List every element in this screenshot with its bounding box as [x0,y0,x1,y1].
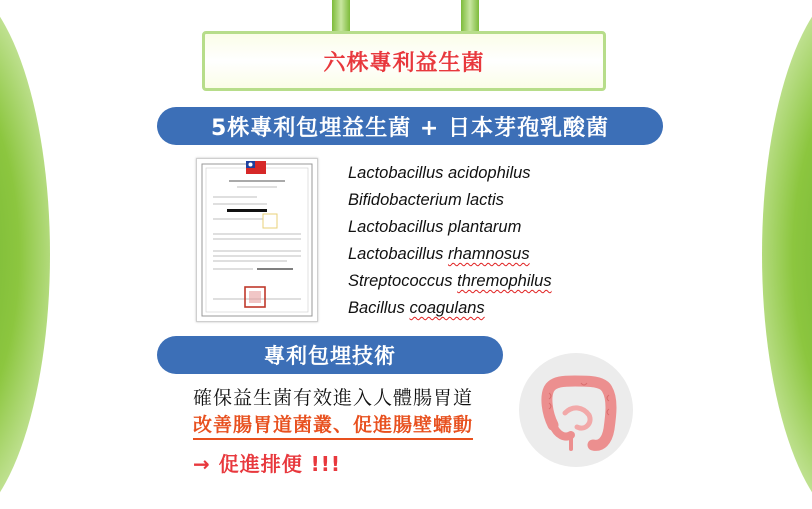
strain-item [348,189,552,216]
top-green-bar-right [461,0,479,34]
title-box [202,31,606,91]
strain-item [348,216,552,243]
strain-species: coagulans [409,299,485,317]
strain-name: Bifidobacterium lactis [348,191,504,209]
strain-species: rhamnosus [447,245,530,263]
right-green-arc [762,0,812,509]
strain-list [348,162,552,324]
strain-item [348,297,552,324]
strain-item [348,243,552,270]
strain-species: thremophilus [457,272,552,290]
left-green-arc [0,0,50,509]
strain-item [348,270,552,297]
strain-name: Lactobacillus plantarum [348,218,522,236]
benefit-line-3: → 促進排便 !!! [193,452,342,476]
top-green-bar-left [332,0,350,34]
strain-genus: Lactobacillus [348,245,448,263]
intestine-illustration [519,353,633,467]
strain-genus: Streptococcus [348,272,458,290]
strain-name: Lactobacillus acidophilus [348,164,531,182]
strain-item [348,162,552,189]
benefit-line-2: 改善腸胃道菌叢、促進腸壁蠕動 [193,410,473,440]
strain-banner: 5株專利包埋益生菌 + 日本芽孢乳酸菌 [157,107,663,145]
patent-certificate-image [196,158,318,322]
benefit-line-1: 確保益生菌有效進入人體腸胃道 [193,387,474,409]
technology-banner: 專利包埋技術 [157,336,503,374]
strain-genus: Bacillus [348,299,410,317]
page-title: 六株專利益生菌 [323,50,485,76]
